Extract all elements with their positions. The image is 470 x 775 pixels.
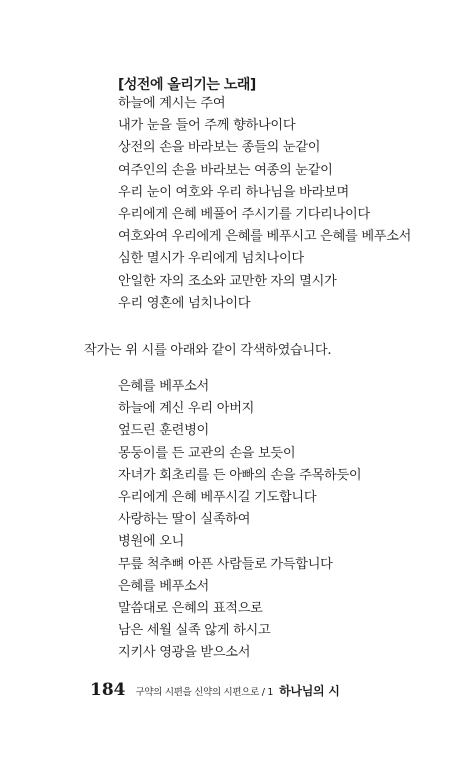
poem-line: 우리에게 은혜 베풀어 주시기를 기다리나이다 — [118, 206, 370, 222]
poem-line: 남은 세월 실족 않게 하시고 — [118, 623, 271, 639]
poem-line: 안일한 자의 조소와 교만한 자의 멸시가 — [118, 273, 337, 289]
poem-line: 우리 영혼에 넘치나이다 — [118, 295, 251, 311]
poem-line: 여호와여 우리에게 은혜를 베푸시고 은혜를 베푸소서 — [118, 229, 412, 245]
poem-line: 우리에게 은혜 베푸시길 기도합니다 — [118, 489, 317, 505]
poem-line: 병원에 오니 — [118, 534, 185, 550]
page-number: 184 — [90, 680, 126, 700]
poem-line: 내가 눈을 들어 주께 향하나이다 — [118, 118, 296, 134]
poem-line: 지키사 영광을 받으소서 — [118, 645, 251, 661]
poem-line: 엎드린 훈련병이 — [118, 423, 209, 439]
poem-line: 은혜를 베푸소서 — [118, 578, 209, 594]
poem-line: 무릎 척추뼈 아픈 사람들로 가득합니다 — [118, 556, 333, 572]
page-footer — [90, 680, 340, 700]
poem-line: 우리 눈이 여호와 우리 하나님을 바라보며 — [118, 184, 349, 200]
poem-line: 사랑하는 딸이 실족하여 — [118, 512, 251, 528]
poem-line: 말씀대로 은혜의 표적으로 — [118, 600, 263, 616]
running-book-title: 구약의 시편을 신약의 시편으로 / 1 — [135, 687, 274, 698]
poem-line: 하늘에 계시는 주여 — [118, 96, 226, 111]
poem-line: 심한 멸시가 우리에게 넘치나이다 — [118, 251, 304, 267]
poem-line: 몽둥이를 든 교관의 손을 보듯이 — [118, 445, 296, 461]
intro-sentence: 작가는 위 시를 아래와 같이 각색하였습니다. — [84, 343, 332, 358]
poem-line: 자녀가 회초리를 든 아빠의 손을 주목하듯이 — [118, 467, 362, 483]
poem-line: 하늘에 계신 우리 아버지 — [118, 401, 255, 417]
poem-heading: [성전에 올리기는 노래] — [118, 77, 256, 93]
poem-line: 은혜를 베푸소서 — [118, 379, 209, 394]
poem-line: 여주인의 손을 바라보는 여종의 눈같이 — [118, 162, 333, 178]
running-chapter-title: 하나님의 시 — [279, 684, 340, 698]
original-psalm — [118, 93, 411, 315]
adapted-poem — [118, 376, 361, 664]
poem-line: 상전의 손을 바라보는 종들의 눈같이 — [118, 140, 321, 156]
